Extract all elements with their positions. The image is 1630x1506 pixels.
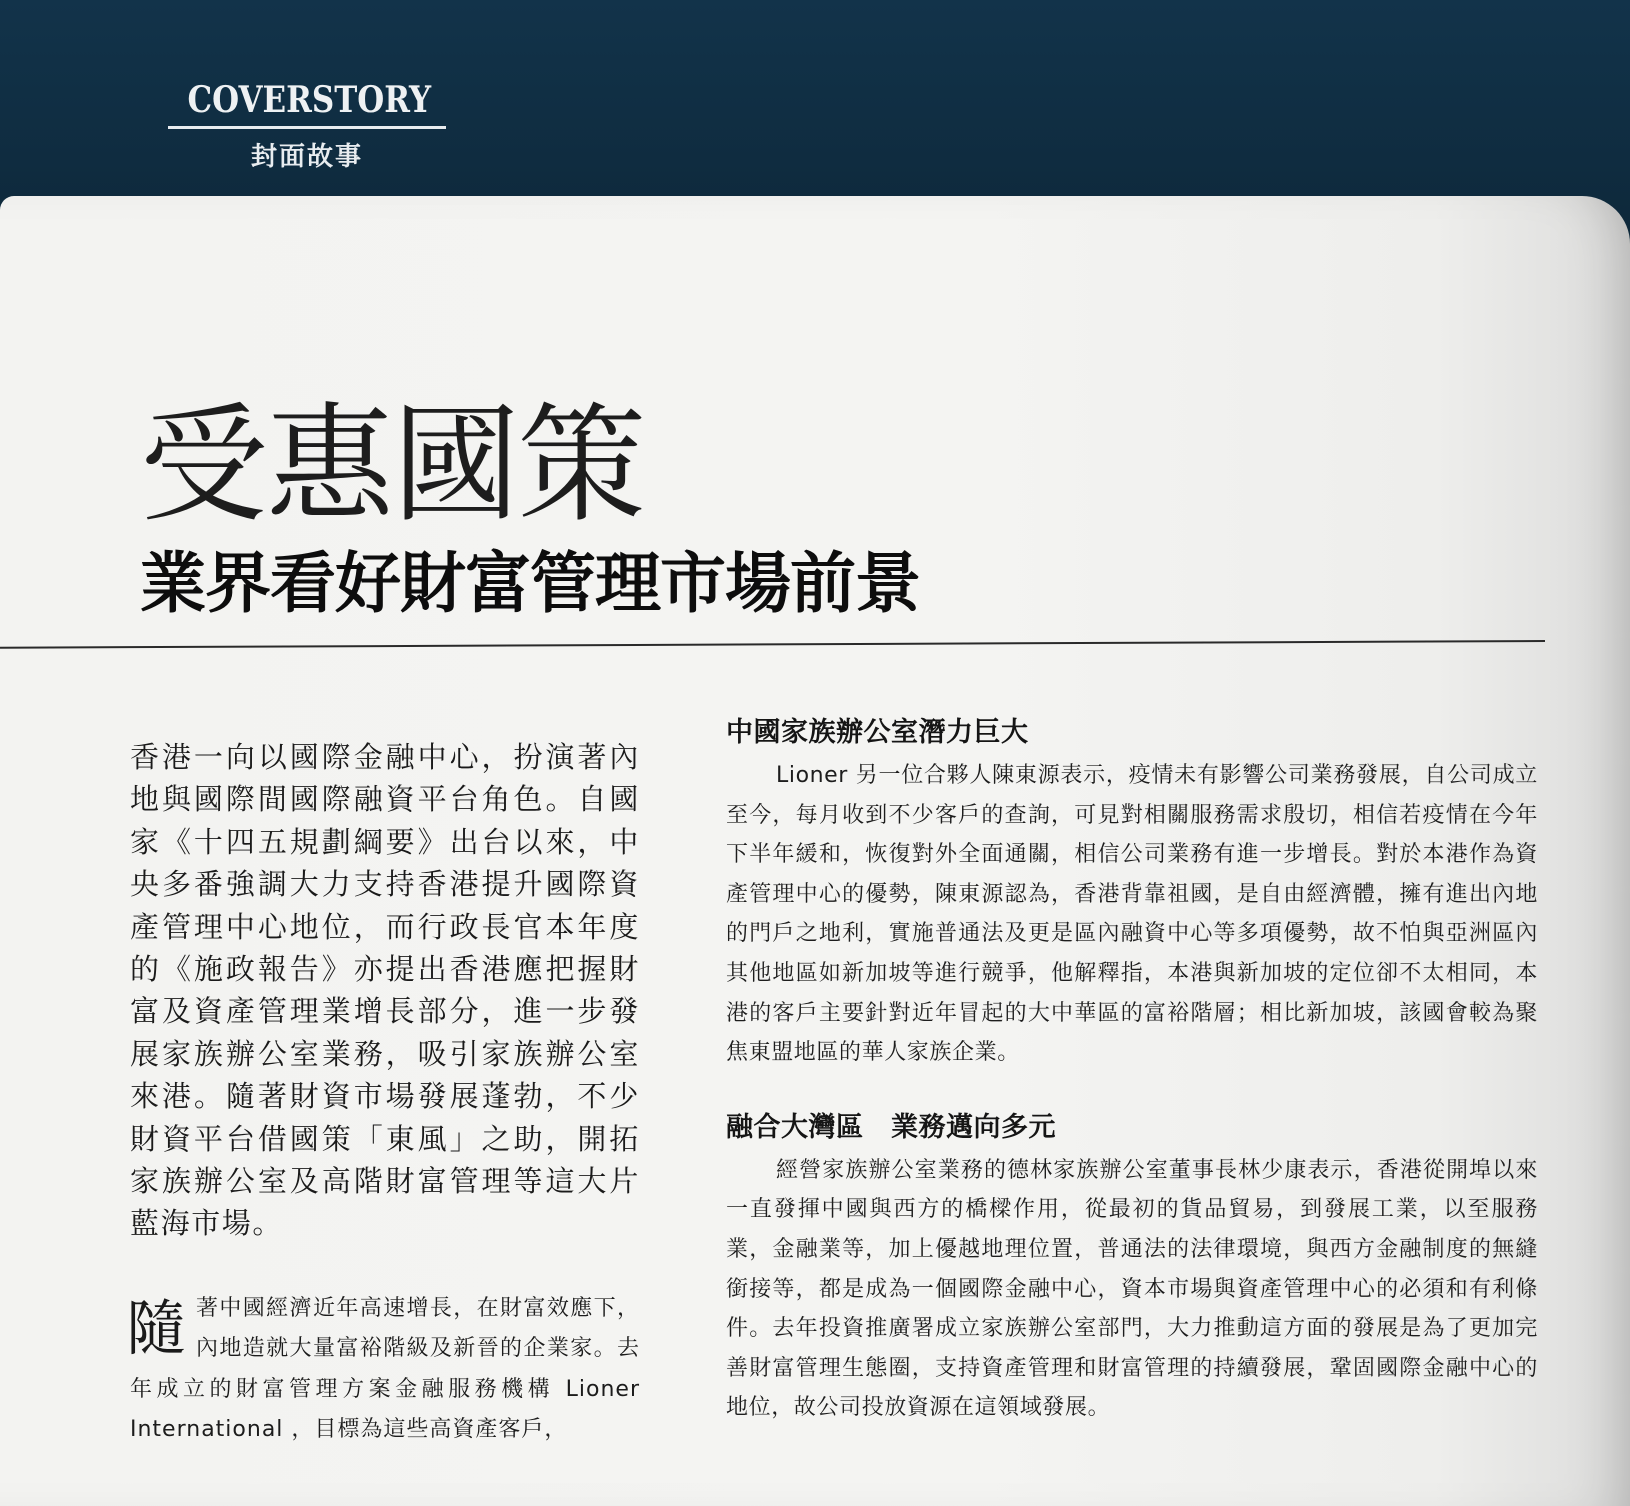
section-body: Lioner 另一位合夥人陳東源表示，疫情未有影響公司業務發展，自公司成立至今，每月收到不少客戶的查詢，可見對相關服務需求殷切，相信若疫情在今年下半年緩和，恢復對外全面通關，相信公司業務有進一步增長。對於本港作為資產管理中心的優勢，陳東源認為，香港背靠祖國，是自由經濟體，擁有進出內地的門戶之地利，實施普通法及更是區內融資中心等多項優勢，故不怕與亞洲區內其他地區如新加坡等進行競爭，他解釋指，本港與新加坡的定位卻不太相同，本港的客戶主要針對近年冒起的大中華區的富裕階層；相比新加坡，該國會較為聚焦東盟地區的華人家族企業。: [726, 763, 1538, 1066]
body-paragraph: [126, 1289, 640, 1451]
title-divider: [0, 640, 1545, 649]
article-subtitle: 業界看好財富管理市場前景: [140, 545, 920, 622]
drop-cap: 隨: [126, 1293, 186, 1364]
section-greater-bay-area: [726, 1109, 1538, 1428]
section-heading: 融合大灣區 業務邁向多元: [726, 1111, 1056, 1143]
section-family-office: [726, 714, 1538, 1073]
section-heading: 中國家族辦公室潛力巨大: [726, 717, 1029, 748]
section-name-zh: 封面故事: [250, 142, 363, 172]
brand-divider: [168, 126, 446, 129]
right-column: [726, 714, 1538, 1428]
section-name-en: COVERSTORY: [187, 79, 432, 121]
magazine-page: [0, 196, 1630, 1506]
body-text: 著中國經濟近年高速增長，在財富效應下，內地造就大量富裕階級及新晉的企業家。去年成立的財富管理方案金融服務機構 Lioner International ，目標為這些高資產客戶，: [130, 1295, 640, 1443]
left-column: [126, 736, 640, 1451]
section-body: 經營家族辦公室業務的德林家族辦公室董事長林少康表示，香港從開埠以來一直發揮中國與西方的橋樑作用，從最初的貨品貿易，到發展工業，以至服務業，金融業等，加上優越地理位置，普通法的法律環境，與西方金融制度的無縫銜接等，都是成為一個國際金融中心，資本市場與資產管理中心的必須和有利條件。去年投資推廣署成立家族辦公室部門，大力推動這方面的發展是為了更加完善財富管理生態圈，支持資產管理和財富管理的持續發展，鞏固國際金融中心的地位，故公司投放資源在這領域發展。: [726, 1157, 1538, 1421]
section-brand: [168, 78, 446, 173]
article-intro: 香港一向以國際金融中心，扮演著內地與國際間國際融資平台角色。自國家《十四五規劃綱要》出台以來，中央多番強調大力支持香港提升國際資產管理中心地位，而行政長官本年度的《施政報告》亦提出香港應把握財富及資產管理業增長部分，進一步發展家族辦公室業務，吸引家族辦公室來港。隨著財資市場發展蓬勃，不少財資平台借國策「東風」之助，開拓家族辦公室及高階財富管理等這大片藍海市場。: [130, 740, 640, 1241]
article-title: 受惠國策: [140, 391, 645, 540]
